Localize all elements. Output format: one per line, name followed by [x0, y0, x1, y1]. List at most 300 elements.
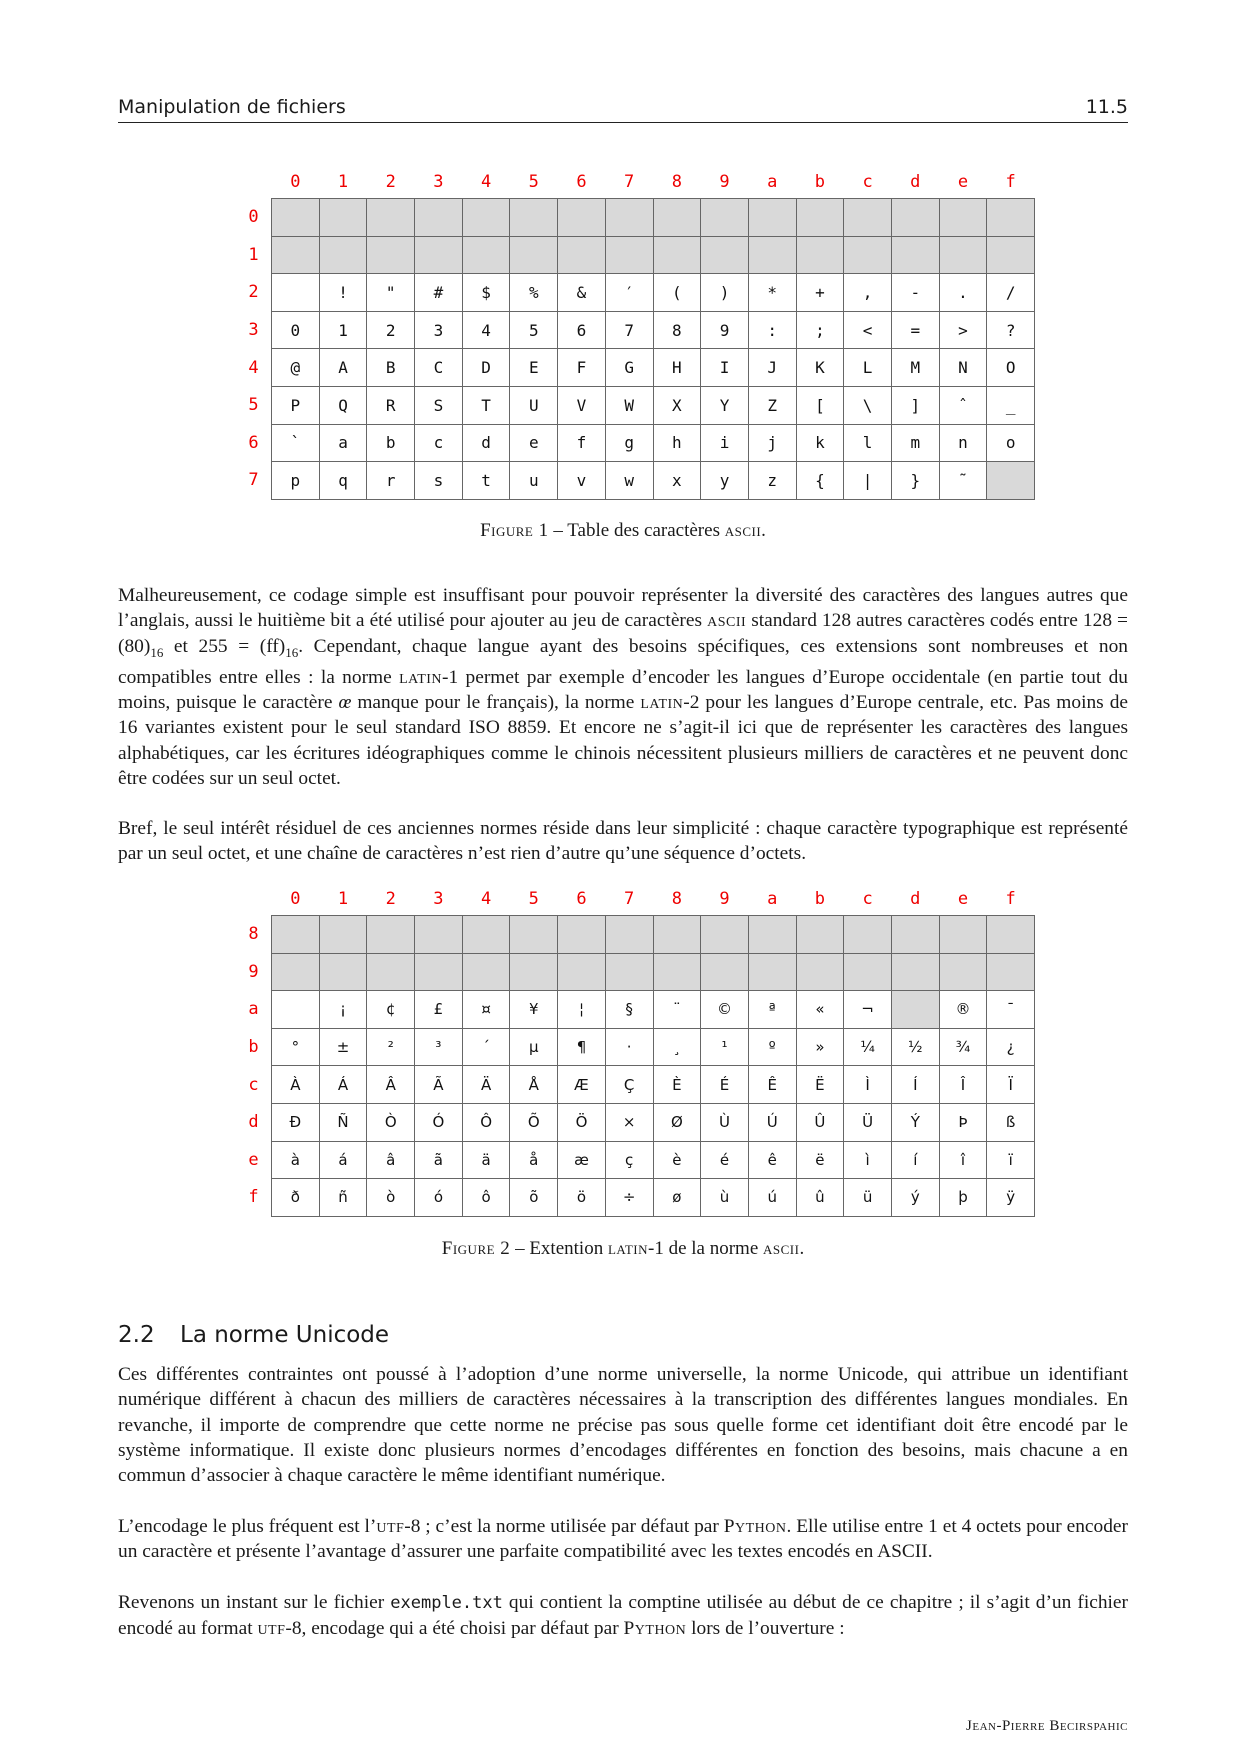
empty-cell: [844, 953, 892, 991]
char-cell: ä: [462, 1141, 510, 1179]
char-cell: ;: [796, 311, 844, 349]
char-cell: 4: [462, 311, 510, 349]
char-cell: e: [510, 424, 558, 462]
column-header: 4: [480, 889, 492, 909]
char-cell: º: [748, 1028, 796, 1066]
char-cell: ˆ: [939, 386, 987, 424]
char-cell: j: [748, 424, 796, 462]
char-cell: ã: [415, 1141, 463, 1179]
char-cell: ¸: [653, 1028, 701, 1066]
char-cell: ¹: [701, 1028, 749, 1066]
empty-cell: [510, 199, 558, 237]
char-cell: ù: [701, 1179, 749, 1217]
char-cell: Ã: [415, 1066, 463, 1104]
empty-cell: [891, 953, 939, 991]
empty-cell: [558, 199, 606, 237]
empty-cell: [748, 236, 796, 274]
char-cell: È: [653, 1066, 701, 1104]
char-cell: \: [844, 386, 892, 424]
char-cell: g: [605, 424, 653, 462]
row-header: 9: [248, 961, 259, 982]
column-header: 0: [290, 172, 301, 192]
char-cell: *: [748, 274, 796, 312]
char-cell: Ò: [367, 1103, 415, 1141]
empty-cell: [987, 199, 1035, 237]
empty-cell: [415, 199, 463, 237]
empty-cell: [748, 199, 796, 237]
char-cell: N: [939, 349, 987, 387]
char-cell: :: [748, 311, 796, 349]
char-cell: M: [891, 349, 939, 387]
char-cell: Ð: [272, 1103, 320, 1141]
empty-cell: [939, 953, 987, 991]
char-cell: P: [272, 386, 320, 424]
char-cell: î: [939, 1141, 987, 1179]
empty-cell: [987, 916, 1035, 954]
char-cell: ë: [796, 1141, 844, 1179]
empty-cell: [701, 236, 749, 274]
empty-cell: [272, 953, 320, 991]
empty-cell: [701, 953, 749, 991]
char-cell: Ä: [462, 1066, 510, 1104]
char-cell: p: [272, 462, 320, 500]
char-cell: à: [272, 1141, 320, 1179]
empty-cell: [987, 953, 1035, 991]
paragraph-utf8: L’encodage le plus fréquent est l’utf-8 ; c’est la norme utilisée par défaut par Python. Elle utilise entre 1 et 4 octets pour encoder un caractère et présente l’avantage d’assurer une parfaite compatibilité avec les textes encodés en ASCII.: [118, 1516, 1128, 1563]
char-cell: Þ: [939, 1103, 987, 1141]
char-cell: ì: [844, 1141, 892, 1179]
empty-cell: [653, 953, 701, 991]
column-header: 2: [385, 172, 396, 192]
char-cell: ü: [844, 1179, 892, 1217]
column-header: 6: [576, 889, 587, 909]
char-cell: T: [462, 386, 510, 424]
column-header: b: [814, 889, 826, 909]
column-header: f: [1005, 889, 1016, 909]
char-cell: O: [987, 349, 1035, 387]
empty-cell: [558, 953, 606, 991]
char-cell: z: [748, 462, 796, 500]
char-cell: ò: [367, 1179, 415, 1217]
char-cell: Ê: [748, 1066, 796, 1104]
column-header: 1: [337, 172, 349, 192]
paragraph-example-file: Revenons un instant sur le fichier exemple.txt qui contient la comptine utilisée au début de ce chapitre ; il s’agit d’un fichier encodé au format utf-8, encodage qui a été choisi par défaut par Python lors de l’ouverture :: [118, 1592, 1128, 1640]
char-cell: ÿ: [987, 1179, 1035, 1217]
column-header: 5: [528, 172, 539, 192]
table-row: [236, 916, 1035, 954]
table-row: [236, 462, 1035, 500]
char-cell: ú: [748, 1179, 796, 1217]
char-cell: ç: [605, 1141, 653, 1179]
char-cell: ¦: [558, 991, 606, 1029]
column-header: 1: [337, 889, 349, 909]
char-cell: <: [844, 311, 892, 349]
char-cell: f: [558, 424, 606, 462]
column-header: 7: [624, 889, 635, 909]
char-cell: §: [605, 991, 653, 1029]
char-cell: Ú: [748, 1103, 796, 1141]
empty-cell: [796, 236, 844, 274]
char-cell: ×: [605, 1103, 653, 1141]
column-header: e: [957, 889, 969, 909]
char-cell: ½: [891, 1028, 939, 1066]
char-cell: Ì: [844, 1066, 892, 1104]
table-row: [236, 1028, 1035, 1066]
char-cell: >: [939, 311, 987, 349]
empty-cell: [653, 916, 701, 954]
row-header: d: [248, 1112, 259, 1133]
row-header: 6: [248, 432, 259, 453]
char-cell: 5: [510, 311, 558, 349]
table-row: [236, 1179, 1035, 1217]
char-cell: Ó: [415, 1103, 463, 1141]
column-header: 5: [528, 889, 539, 909]
char-cell: ó: [415, 1179, 463, 1217]
char-cell: G: [605, 349, 653, 387]
empty-cell: [510, 236, 558, 274]
char-cell: l: [844, 424, 892, 462]
char-cell: J: [748, 349, 796, 387]
char-cell: x: [653, 462, 701, 500]
row-header: 1: [248, 244, 259, 265]
char-cell: F: [558, 349, 606, 387]
char-cell: Æ: [558, 1066, 606, 1104]
empty-cell: [367, 916, 415, 954]
char-cell: ø: [653, 1179, 701, 1217]
char-cell: y: [701, 462, 749, 500]
char-cell: Y: [701, 386, 749, 424]
column-header: b: [814, 172, 826, 192]
empty-cell: [891, 199, 939, 237]
column-header: a: [767, 889, 778, 909]
char-cell: Í: [891, 1066, 939, 1104]
char-cell: v: [558, 462, 606, 500]
row-header: 2: [248, 282, 259, 303]
empty-cell: [510, 953, 558, 991]
char-cell: þ: [939, 1179, 987, 1217]
column-header: f: [1005, 172, 1016, 192]
char-cell: ö: [558, 1179, 606, 1217]
char-cell: ¬: [844, 991, 892, 1029]
char-cell: {: [796, 462, 844, 500]
char-cell: A: [319, 349, 367, 387]
char-cell: ñ: [319, 1179, 367, 1217]
column-header: 2: [385, 889, 396, 909]
figure-2-caption: Figure 2 – Extention latin-1 de la norme ascii.: [441, 1238, 805, 1259]
empty-cell: [987, 462, 1035, 500]
row-header: 8: [248, 924, 259, 945]
char-cell: a: [319, 424, 367, 462]
char-cell: B: [367, 349, 415, 387]
char-cell: ´: [462, 1028, 510, 1066]
empty-cell: [748, 916, 796, 954]
char-cell: Q: [319, 386, 367, 424]
char-cell: 2: [367, 311, 415, 349]
char-cell: ¨: [653, 991, 701, 1029]
char-cell: V: [558, 386, 606, 424]
char-cell: Ô: [462, 1103, 510, 1141]
char-cell: ²: [367, 1028, 415, 1066]
char-cell: 0: [272, 311, 320, 349]
char-cell: Ï: [987, 1066, 1035, 1104]
empty-cell: [844, 199, 892, 237]
char-cell: U: [510, 386, 558, 424]
empty-cell: [844, 916, 892, 954]
char-cell: d: [462, 424, 510, 462]
char-cell: í: [891, 1141, 939, 1179]
empty-cell: [605, 236, 653, 274]
char-cell: Ý: [891, 1103, 939, 1141]
char-cell: Ü: [844, 1103, 892, 1141]
row-header: 3: [248, 320, 259, 341]
char-cell: »: [796, 1028, 844, 1066]
char-cell: ¿: [987, 1028, 1035, 1066]
char-cell: [: [796, 386, 844, 424]
char-cell: ï: [987, 1141, 1035, 1179]
char-cell: ˜: [939, 462, 987, 500]
latin1-table: [236, 889, 1035, 1217]
column-header: 8: [671, 889, 682, 909]
empty-cell: [558, 236, 606, 274]
row-header: 7: [248, 470, 259, 491]
char-cell: Î: [939, 1066, 987, 1104]
empty-cell: [605, 199, 653, 237]
ascii-table: [236, 172, 1035, 500]
empty-cell: [844, 236, 892, 274]
empty-cell: [415, 236, 463, 274]
char-cell: i: [701, 424, 749, 462]
char-cell: ý: [891, 1179, 939, 1217]
char-cell: q: [319, 462, 367, 500]
column-header: 3: [433, 172, 444, 192]
empty-cell: [415, 953, 463, 991]
figure-1-caption: Figure 1 – Table des caractères ascii.: [480, 520, 766, 541]
empty-cell: [796, 916, 844, 954]
table-row: [236, 953, 1035, 991]
empty-cell: [319, 916, 367, 954]
char-cell: ¢: [367, 991, 415, 1029]
char-cell: n: [939, 424, 987, 462]
char-cell: µ: [510, 1028, 558, 1066]
empty-cell: [987, 236, 1035, 274]
char-cell: °: [272, 1028, 320, 1066]
empty-cell: [653, 199, 701, 237]
char-cell: ,: [844, 274, 892, 312]
char-cell: ¶: [558, 1028, 606, 1066]
char-cell: 6: [558, 311, 606, 349]
empty-cell: [748, 953, 796, 991]
empty-cell: [462, 953, 510, 991]
char-cell: I: [701, 349, 749, 387]
table-row: [236, 424, 1035, 462]
char-cell: E: [510, 349, 558, 387]
char-cell: %: [510, 274, 558, 312]
char-cell: 9: [701, 311, 749, 349]
empty-cell: [939, 236, 987, 274]
char-cell: ±: [319, 1028, 367, 1066]
table-row: [236, 1066, 1035, 1104]
row-header: b: [248, 1037, 259, 1058]
char-cell: `: [272, 424, 320, 462]
table-row: [236, 311, 1035, 349]
char-cell: ê: [748, 1141, 796, 1179]
char-cell: ¡: [319, 991, 367, 1029]
char-cell: !: [319, 274, 367, 312]
page-number: 11.5: [1085, 96, 1128, 118]
char-cell: C: [415, 349, 463, 387]
char-cell: (: [653, 274, 701, 312]
author-footer: Jean-Pierre Becirspahic: [966, 1718, 1128, 1734]
table-row: [236, 199, 1035, 237]
char-cell: á: [319, 1141, 367, 1179]
column-header: e: [957, 172, 969, 192]
char-cell: ÷: [605, 1179, 653, 1217]
char-cell: ): [701, 274, 749, 312]
char-cell: ®: [939, 991, 987, 1029]
char-cell: D: [462, 349, 510, 387]
char-cell: _: [987, 386, 1035, 424]
column-header: 9: [719, 889, 730, 909]
char-cell: t: [462, 462, 510, 500]
char-cell: b: [367, 424, 415, 462]
char-cell: }: [891, 462, 939, 500]
char-cell: S: [415, 386, 463, 424]
char-cell: ð: [272, 1179, 320, 1217]
char-cell: Ë: [796, 1066, 844, 1104]
char-cell: ª: [748, 991, 796, 1029]
char-cell: Õ: [510, 1103, 558, 1141]
table-row: [236, 991, 1035, 1029]
char-cell: ô: [462, 1179, 510, 1217]
char-cell: Û: [796, 1103, 844, 1141]
empty-cell: [605, 953, 653, 991]
char-cell: ¥: [510, 991, 558, 1029]
char-cell: ": [367, 274, 415, 312]
char-cell: é: [701, 1141, 749, 1179]
column-header: 8: [671, 172, 682, 192]
column-header: c: [862, 172, 873, 192]
row-header: c: [248, 1074, 259, 1095]
column-header: 9: [719, 172, 730, 192]
char-cell: @: [272, 349, 320, 387]
char-cell: Á: [319, 1066, 367, 1104]
empty-cell: [367, 236, 415, 274]
column-header: 6: [576, 172, 587, 192]
char-cell: &: [558, 274, 606, 312]
column-header: 4: [480, 172, 492, 192]
char-cell: «: [796, 991, 844, 1029]
table-row: [236, 236, 1035, 274]
char-cell: =: [891, 311, 939, 349]
row-header: 4: [248, 357, 259, 378]
empty-cell: [796, 953, 844, 991]
char-cell: å: [510, 1141, 558, 1179]
char-cell: [272, 991, 320, 1029]
empty-cell: [891, 236, 939, 274]
char-cell: o: [987, 424, 1035, 462]
table-row: [236, 349, 1035, 387]
char-cell: Ö: [558, 1103, 606, 1141]
char-cell: R: [367, 386, 415, 424]
column-header: 3: [433, 889, 444, 909]
empty-cell: [796, 199, 844, 237]
char-cell: â: [367, 1141, 415, 1179]
table-row: [236, 1141, 1035, 1179]
char-cell: r: [367, 462, 415, 500]
char-cell: ¤: [462, 991, 510, 1029]
char-cell: æ: [558, 1141, 606, 1179]
empty-cell: [939, 199, 987, 237]
char-cell: Z: [748, 386, 796, 424]
char-cell: õ: [510, 1179, 558, 1217]
column-header: d: [910, 889, 921, 909]
column-header: d: [910, 172, 921, 192]
char-cell: s: [415, 462, 463, 500]
char-cell: û: [796, 1179, 844, 1217]
empty-cell: [272, 199, 320, 237]
char-cell: u: [510, 462, 558, 500]
column-header: 7: [624, 172, 635, 192]
row-header: e: [248, 1149, 259, 1170]
char-cell: w: [605, 462, 653, 500]
char-cell: [272, 274, 320, 312]
empty-cell: [558, 916, 606, 954]
row-header: 5: [248, 395, 259, 416]
paragraph-unicode: Ces différentes contraintes ont poussé à l’adoption d’une norme universelle, la norme Unicode, qui attribue un identifiant numérique différent à chacun des milliers de caractères nécessaires à la transcription des différentes langues mondiales. En revanche, il importe de comprendre que cette norme ne précise pas sous quelle forme cet identifiant doit être encodé par le système informatique. Il existe donc plusieurs normes d’encodages différentes en fonction des besoins, mais chacune a en commun d’associer à chaque caractère le même identifiant numérique.: [118, 1364, 1128, 1487]
char-cell: ³: [415, 1028, 463, 1066]
char-cell: Ñ: [319, 1103, 367, 1141]
empty-cell: [653, 236, 701, 274]
char-cell: ¯: [987, 991, 1035, 1029]
char-cell: 3: [415, 311, 463, 349]
header-title: Manipulation de fichiers: [118, 96, 346, 118]
char-cell: #: [415, 274, 463, 312]
char-cell: É: [701, 1066, 749, 1104]
char-cell: ]: [891, 386, 939, 424]
char-cell: 7: [605, 311, 653, 349]
char-cell: m: [891, 424, 939, 462]
empty-cell: [272, 236, 320, 274]
table-row: [236, 1103, 1035, 1141]
empty-cell: [510, 916, 558, 954]
char-cell: L: [844, 349, 892, 387]
empty-cell: [701, 199, 749, 237]
char-cell: À: [272, 1066, 320, 1104]
char-cell: .: [939, 274, 987, 312]
empty-cell: [319, 953, 367, 991]
char-cell: c: [415, 424, 463, 462]
row-header: f: [248, 1187, 259, 1208]
empty-cell: [319, 199, 367, 237]
char-cell: ß: [987, 1103, 1035, 1141]
char-cell: W: [605, 386, 653, 424]
empty-cell: [462, 236, 510, 274]
char-cell: $: [462, 274, 510, 312]
empty-cell: [367, 199, 415, 237]
empty-cell: [701, 916, 749, 954]
empty-cell: [939, 916, 987, 954]
char-cell: ¾: [939, 1028, 987, 1066]
char-cell: Ç: [605, 1066, 653, 1104]
char-cell: 1: [319, 311, 367, 349]
char-cell: k: [796, 424, 844, 462]
char-cell: -: [891, 274, 939, 312]
char-cell: 8: [653, 311, 701, 349]
column-header: c: [862, 889, 873, 909]
row-header: 0: [248, 207, 259, 228]
char-cell: ?: [987, 311, 1035, 349]
char-cell: |: [844, 462, 892, 500]
